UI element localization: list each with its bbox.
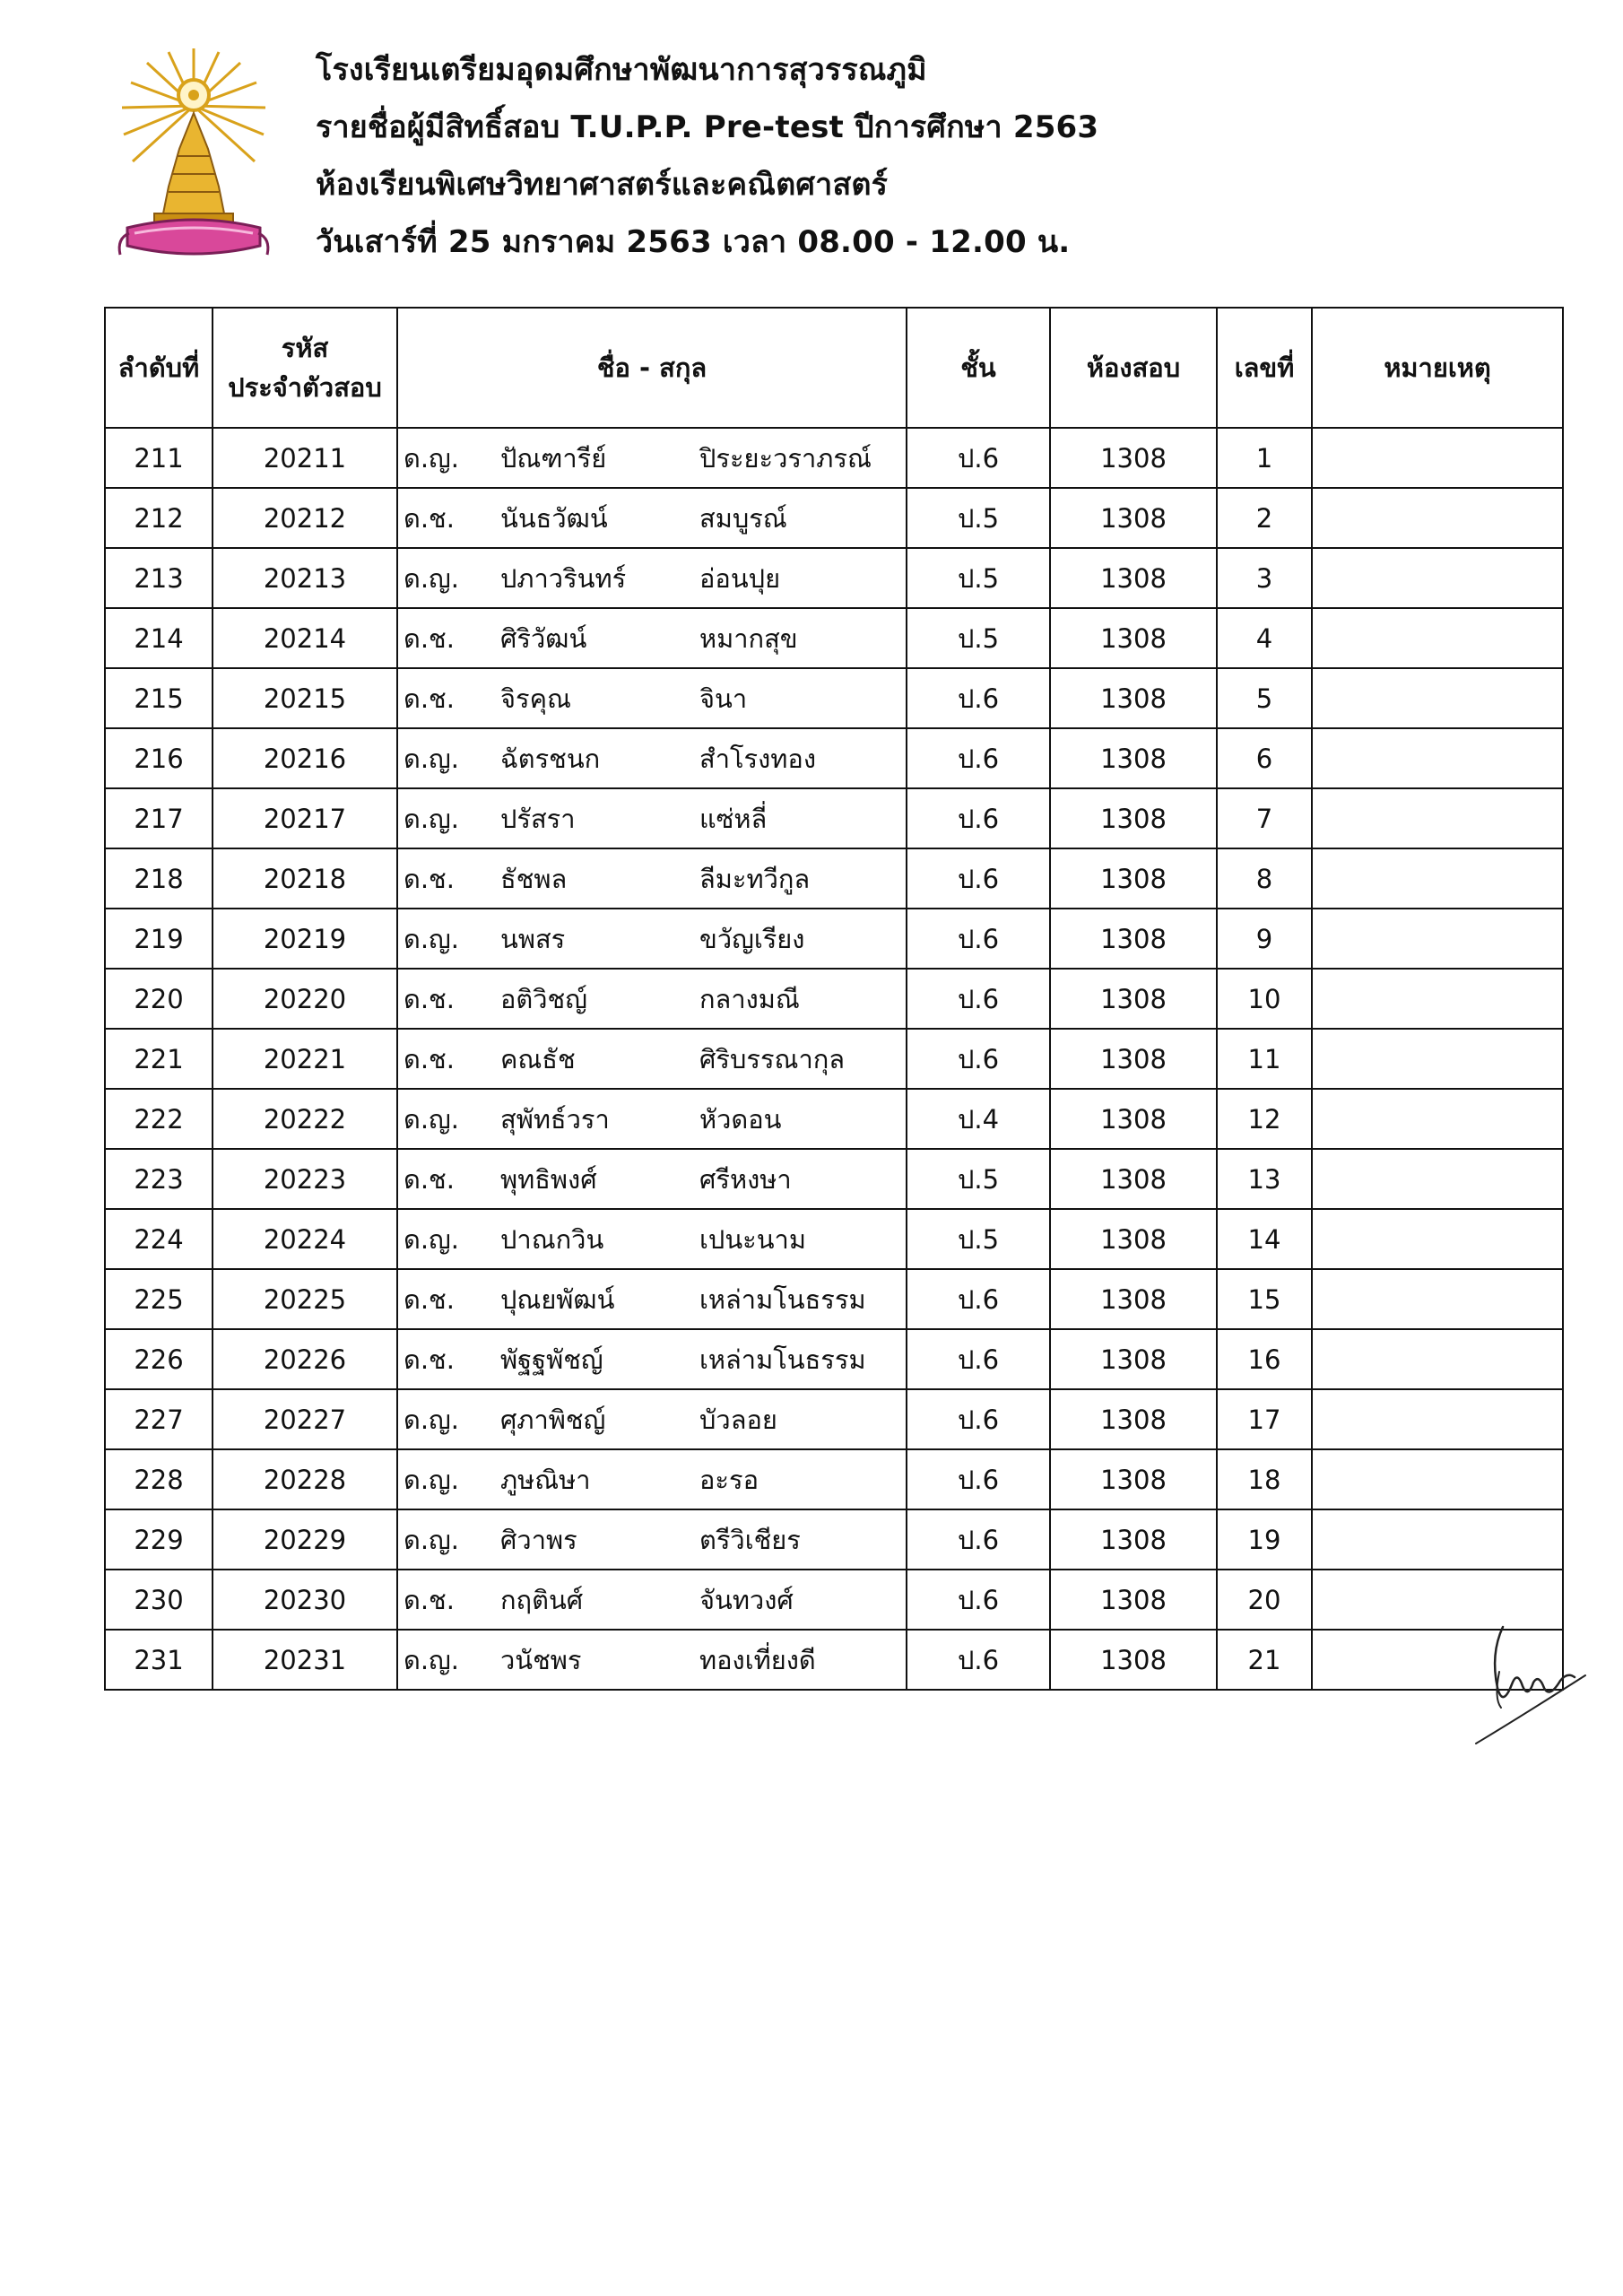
last-name: หัวดอน <box>699 1103 782 1135</box>
cell-room: 1308 <box>1050 1209 1217 1269</box>
cell-order: 229 <box>105 1509 213 1570</box>
first-name: คณธัช <box>500 1043 576 1074</box>
cell-name <box>397 1329 907 1389</box>
candidate-table <box>104 307 1564 1691</box>
cell-room: 1308 <box>1050 969 1217 1029</box>
cell-remark <box>1312 788 1563 848</box>
last-name: สำโรงทอง <box>699 743 816 774</box>
name-prefix: ด.ญ. <box>404 803 459 834</box>
name-prefix: ด.ช. <box>404 1163 455 1195</box>
cell-seat: 7 <box>1217 788 1312 848</box>
cell-remark <box>1312 728 1563 788</box>
first-name: ปุณยพัฒน์ <box>500 1283 615 1315</box>
cell-room: 1308 <box>1050 1329 1217 1389</box>
last-name: ขวัญเรียง <box>699 923 805 954</box>
name-prefix: ด.ญ. <box>404 1223 459 1255</box>
cell-name <box>397 548 907 608</box>
cell-seat: 20 <box>1217 1570 1312 1630</box>
last-name: ตรีวิเชียร <box>699 1524 801 1555</box>
cell-room: 1308 <box>1050 548 1217 608</box>
first-name: วนัชพร <box>500 1644 582 1675</box>
first-name: นันธวัฒน์ <box>500 502 608 534</box>
cell-grade: ป.6 <box>907 428 1050 488</box>
cell-seat: 6 <box>1217 728 1312 788</box>
cell-exam-id: 20218 <box>213 848 397 909</box>
table-row <box>105 428 1563 488</box>
cell-order: 222 <box>105 1089 213 1149</box>
col-header-exam-id-line1: รหัส <box>281 333 329 363</box>
cell-order: 223 <box>105 1149 213 1209</box>
last-name: ศรีหงษา <box>699 1163 792 1195</box>
cell-seat: 4 <box>1217 608 1312 668</box>
cell-grade: ป.5 <box>907 608 1050 668</box>
last-name: อะรอ <box>699 1464 759 1495</box>
cell-grade: ป.5 <box>907 488 1050 548</box>
cell-name <box>397 728 907 788</box>
table-row <box>105 1149 1563 1209</box>
cell-remark <box>1312 969 1563 1029</box>
school-crest-icon <box>115 43 273 264</box>
cell-room: 1308 <box>1050 1029 1217 1089</box>
cell-order: 216 <box>105 728 213 788</box>
cell-room: 1308 <box>1050 428 1217 488</box>
cell-name <box>397 788 907 848</box>
cell-exam-id: 20216 <box>213 728 397 788</box>
exam-datetime: วันเสาร์ที่ 25 มกราคม 2563 เวลา 08.00 - 12.00 น. <box>316 224 1071 260</box>
name-prefix: ด.ช. <box>404 863 455 894</box>
cell-room: 1308 <box>1050 909 1217 969</box>
col-header-seat: เลขที่ <box>1217 308 1312 428</box>
cell-remark <box>1312 909 1563 969</box>
cell-exam-id: 20214 <box>213 608 397 668</box>
cell-name <box>397 1449 907 1509</box>
last-name: เหล่ามโนธรรม <box>699 1283 866 1315</box>
cell-room: 1308 <box>1050 1089 1217 1149</box>
cell-grade: ป.4 <box>907 1089 1050 1149</box>
first-name: กฤตินศ์ <box>500 1584 584 1615</box>
cell-remark <box>1312 1089 1563 1149</box>
cell-room: 1308 <box>1050 728 1217 788</box>
program-name: ห้องเรียนพิเศษวิทยาศาสตร์และคณิตศาสตร์ <box>316 167 889 203</box>
cell-order: 225 <box>105 1269 213 1329</box>
cell-room: 1308 <box>1050 608 1217 668</box>
cell-name <box>397 1630 907 1690</box>
last-name: ทองเที่ยงดี <box>699 1644 816 1675</box>
cell-room: 1308 <box>1050 488 1217 548</box>
table-row <box>105 1449 1563 1509</box>
document-header <box>316 41 1481 271</box>
cell-name <box>397 1570 907 1630</box>
last-name: ศิริบรรณากุล <box>699 1043 846 1074</box>
cell-room: 1308 <box>1050 1149 1217 1209</box>
first-name: ปภาวรินทร์ <box>500 562 627 594</box>
cell-grade: ป.6 <box>907 788 1050 848</box>
cell-name <box>397 848 907 909</box>
cell-remark <box>1312 608 1563 668</box>
col-header-exam-id-line2: ประจำตัวสอบ <box>228 372 382 403</box>
cell-seat: 19 <box>1217 1509 1312 1570</box>
last-name: อ่อนปุย <box>699 562 781 594</box>
cell-exam-id: 20227 <box>213 1389 397 1449</box>
cell-seat: 14 <box>1217 1209 1312 1269</box>
table-row <box>105 608 1563 668</box>
cell-seat: 21 <box>1217 1630 1312 1690</box>
cell-seat: 8 <box>1217 848 1312 909</box>
last-name: หมากสุข <box>699 622 798 654</box>
cell-order: 217 <box>105 788 213 848</box>
cell-room: 1308 <box>1050 1570 1217 1630</box>
table-row <box>105 1029 1563 1089</box>
table-header-row <box>105 308 1563 428</box>
name-prefix: ด.ญ. <box>404 743 459 774</box>
cell-order: 220 <box>105 969 213 1029</box>
first-name: ปาณกวิน <box>500 1223 604 1255</box>
cell-name <box>397 1389 907 1449</box>
table-row <box>105 668 1563 728</box>
col-header-room: ห้องสอบ <box>1050 308 1217 428</box>
table-row <box>105 548 1563 608</box>
last-name: กลางมณี <box>699 983 800 1014</box>
last-name: ลีมะทวีกูล <box>699 863 811 894</box>
last-name: บัวลอย <box>699 1404 777 1435</box>
name-prefix: ด.ญ. <box>404 562 459 594</box>
cell-room: 1308 <box>1050 1269 1217 1329</box>
cell-order: 211 <box>105 428 213 488</box>
last-name: จินา <box>699 683 748 714</box>
cell-room: 1308 <box>1050 668 1217 728</box>
table-row <box>105 1269 1563 1329</box>
first-name: ธัชพล <box>500 863 568 894</box>
cell-seat: 13 <box>1217 1149 1312 1209</box>
table-row <box>105 969 1563 1029</box>
name-prefix: ด.ญ. <box>404 442 459 474</box>
cell-name <box>397 488 907 548</box>
last-name: สมบูรณ์ <box>699 502 787 534</box>
name-prefix: ด.ช. <box>404 1584 455 1615</box>
cell-seat: 3 <box>1217 548 1312 608</box>
cell-order: 230 <box>105 1570 213 1630</box>
cell-exam-id: 20221 <box>213 1029 397 1089</box>
cell-room: 1308 <box>1050 1630 1217 1690</box>
cell-name <box>397 1029 907 1089</box>
cell-grade: ป.6 <box>907 668 1050 728</box>
cell-remark <box>1312 848 1563 909</box>
first-name: ปรัสรา <box>500 803 576 834</box>
cell-grade: ป.6 <box>907 1269 1050 1329</box>
table-row <box>105 848 1563 909</box>
col-header-remark: หมายเหตุ <box>1312 308 1563 428</box>
cell-room: 1308 <box>1050 1509 1217 1570</box>
name-prefix: ด.ญ. <box>404 923 459 954</box>
cell-order: 224 <box>105 1209 213 1269</box>
cell-exam-id: 20223 <box>213 1149 397 1209</box>
cell-remark <box>1312 1329 1563 1389</box>
cell-exam-id: 20229 <box>213 1509 397 1570</box>
name-prefix: ด.ญ. <box>404 1464 459 1495</box>
cell-remark <box>1312 1029 1563 1089</box>
cell-order: 212 <box>105 488 213 548</box>
cell-seat: 1 <box>1217 428 1312 488</box>
name-prefix: ด.ญ. <box>404 1404 459 1435</box>
cell-exam-id: 20217 <box>213 788 397 848</box>
cell-exam-id: 20215 <box>213 668 397 728</box>
col-header-order: ลำดับที่ <box>105 308 213 428</box>
cell-remark <box>1312 668 1563 728</box>
first-name: ฉัตรชนก <box>500 743 601 774</box>
cell-seat: 5 <box>1217 668 1312 728</box>
cell-room: 1308 <box>1050 848 1217 909</box>
name-prefix: ด.ช. <box>404 983 455 1014</box>
cell-name <box>397 1509 907 1570</box>
cell-room: 1308 <box>1050 1449 1217 1509</box>
table-row <box>105 1630 1563 1690</box>
cell-order: 214 <box>105 608 213 668</box>
cell-grade: ป.6 <box>907 1630 1050 1690</box>
table-row <box>105 1089 1563 1149</box>
cell-grade: ป.6 <box>907 1329 1050 1389</box>
cell-grade: ป.5 <box>907 1149 1050 1209</box>
cell-seat: 2 <box>1217 488 1312 548</box>
cell-order: 231 <box>105 1630 213 1690</box>
cell-name <box>397 1269 907 1329</box>
cell-name <box>397 909 907 969</box>
cell-grade: ป.6 <box>907 1389 1050 1449</box>
table-row <box>105 909 1563 969</box>
cell-remark <box>1312 548 1563 608</box>
cell-seat: 16 <box>1217 1329 1312 1389</box>
cell-exam-id: 20226 <box>213 1329 397 1389</box>
name-prefix: ด.ช. <box>404 1043 455 1074</box>
cell-remark <box>1312 488 1563 548</box>
first-name: ศิริวัฒน์ <box>500 622 587 654</box>
cell-seat: 11 <box>1217 1029 1312 1089</box>
cell-grade: ป.6 <box>907 969 1050 1029</box>
cell-grade: ป.6 <box>907 848 1050 909</box>
cell-grade: ป.6 <box>907 1029 1050 1089</box>
last-name: เปนะนาม <box>699 1223 806 1255</box>
table-row <box>105 1570 1563 1630</box>
cell-order: 227 <box>105 1389 213 1449</box>
table-body <box>105 428 1563 1690</box>
school-name: โรงเรียนเตรียมอุดมศึกษาพัฒนาการสุวรรณภูมิ <box>316 52 927 88</box>
cell-name <box>397 428 907 488</box>
cell-order: 228 <box>105 1449 213 1509</box>
table-row <box>105 788 1563 848</box>
col-header-grade: ชั้น <box>907 308 1050 428</box>
cell-remark <box>1312 1269 1563 1329</box>
cell-name <box>397 668 907 728</box>
last-name: เหล่ามโนธรรม <box>699 1344 866 1375</box>
name-prefix: ด.ช. <box>404 502 455 534</box>
table-row <box>105 1209 1563 1269</box>
table-row <box>105 488 1563 548</box>
cell-room: 1308 <box>1050 1389 1217 1449</box>
cell-name <box>397 1089 907 1149</box>
cell-order: 213 <box>105 548 213 608</box>
cell-exam-id: 20224 <box>213 1209 397 1269</box>
table-row <box>105 1329 1563 1389</box>
cell-exam-id: 20211 <box>213 428 397 488</box>
cell-name <box>397 608 907 668</box>
cell-order: 221 <box>105 1029 213 1089</box>
first-name: พัฐฐพัชญ์ <box>500 1344 603 1375</box>
name-prefix: ด.ช. <box>404 622 455 654</box>
table-row <box>105 1509 1563 1570</box>
cell-grade: ป.6 <box>907 909 1050 969</box>
cell-exam-id: 20225 <box>213 1269 397 1329</box>
cell-exam-id: 20220 <box>213 969 397 1029</box>
cell-name <box>397 1149 907 1209</box>
cell-seat: 12 <box>1217 1089 1312 1149</box>
cell-seat: 10 <box>1217 969 1312 1029</box>
first-name: ศุภาพิชญ์ <box>500 1404 606 1435</box>
name-prefix: ด.ญ. <box>404 1103 459 1135</box>
cell-remark <box>1312 1149 1563 1209</box>
cell-grade: ป.5 <box>907 548 1050 608</box>
first-name: ภูษณิษา <box>500 1464 591 1495</box>
first-name: พุทธิพงศ์ <box>500 1163 597 1195</box>
cell-exam-id: 20222 <box>213 1089 397 1149</box>
table-row <box>105 1389 1563 1449</box>
last-name: จันทวงศ์ <box>699 1584 794 1615</box>
col-header-exam-id <box>213 308 397 428</box>
cell-remark <box>1312 428 1563 488</box>
cell-remark <box>1312 1209 1563 1269</box>
first-name: ศิวาพร <box>500 1524 577 1555</box>
cell-exam-id: 20228 <box>213 1449 397 1509</box>
first-name: อติวิชญ์ <box>500 983 587 1014</box>
cell-grade: ป.6 <box>907 1570 1050 1630</box>
cell-exam-id: 20219 <box>213 909 397 969</box>
first-name: จิรคุณ <box>500 683 571 714</box>
cell-seat: 18 <box>1217 1449 1312 1509</box>
cell-seat: 15 <box>1217 1269 1312 1329</box>
cell-seat: 9 <box>1217 909 1312 969</box>
cell-grade: ป.6 <box>907 1509 1050 1570</box>
table-row <box>105 728 1563 788</box>
cell-exam-id: 20213 <box>213 548 397 608</box>
cell-remark <box>1312 1449 1563 1509</box>
first-name: สุพัทธ์วรา <box>500 1103 610 1135</box>
first-name: ปัณฑารีย์ <box>500 442 607 474</box>
name-prefix: ด.ญ. <box>404 1644 459 1675</box>
cell-exam-id: 20230 <box>213 1570 397 1630</box>
cell-name <box>397 1209 907 1269</box>
cell-order: 218 <box>105 848 213 909</box>
first-name: นพสร <box>500 923 566 954</box>
cell-seat: 17 <box>1217 1389 1312 1449</box>
cell-order: 215 <box>105 668 213 728</box>
cell-grade: ป.6 <box>907 728 1050 788</box>
name-prefix: ด.ช. <box>404 1283 455 1315</box>
cell-order: 226 <box>105 1329 213 1389</box>
name-prefix: ด.ช. <box>404 683 455 714</box>
list-title: รายชื่อผู้มีสิทธิ์สอบ T.U.P.P. Pre-test ปีการศึกษา 2563 <box>316 109 1099 145</box>
cell-exam-id: 20212 <box>213 488 397 548</box>
signature-mark <box>1467 1618 1601 1752</box>
name-prefix: ด.ญ. <box>404 1524 459 1555</box>
cell-name <box>397 969 907 1029</box>
cell-grade: ป.5 <box>907 1209 1050 1269</box>
cell-remark <box>1312 1509 1563 1570</box>
cell-remark <box>1312 1389 1563 1449</box>
name-prefix: ด.ช. <box>404 1344 455 1375</box>
cell-room: 1308 <box>1050 788 1217 848</box>
cell-grade: ป.6 <box>907 1449 1050 1509</box>
cell-order: 219 <box>105 909 213 969</box>
last-name: ปิระยะวราภรณ์ <box>699 442 872 474</box>
col-header-name: ชื่อ - สกุล <box>397 308 907 428</box>
last-name: แซ่หลี่ <box>699 803 768 834</box>
cell-exam-id: 20231 <box>213 1630 397 1690</box>
